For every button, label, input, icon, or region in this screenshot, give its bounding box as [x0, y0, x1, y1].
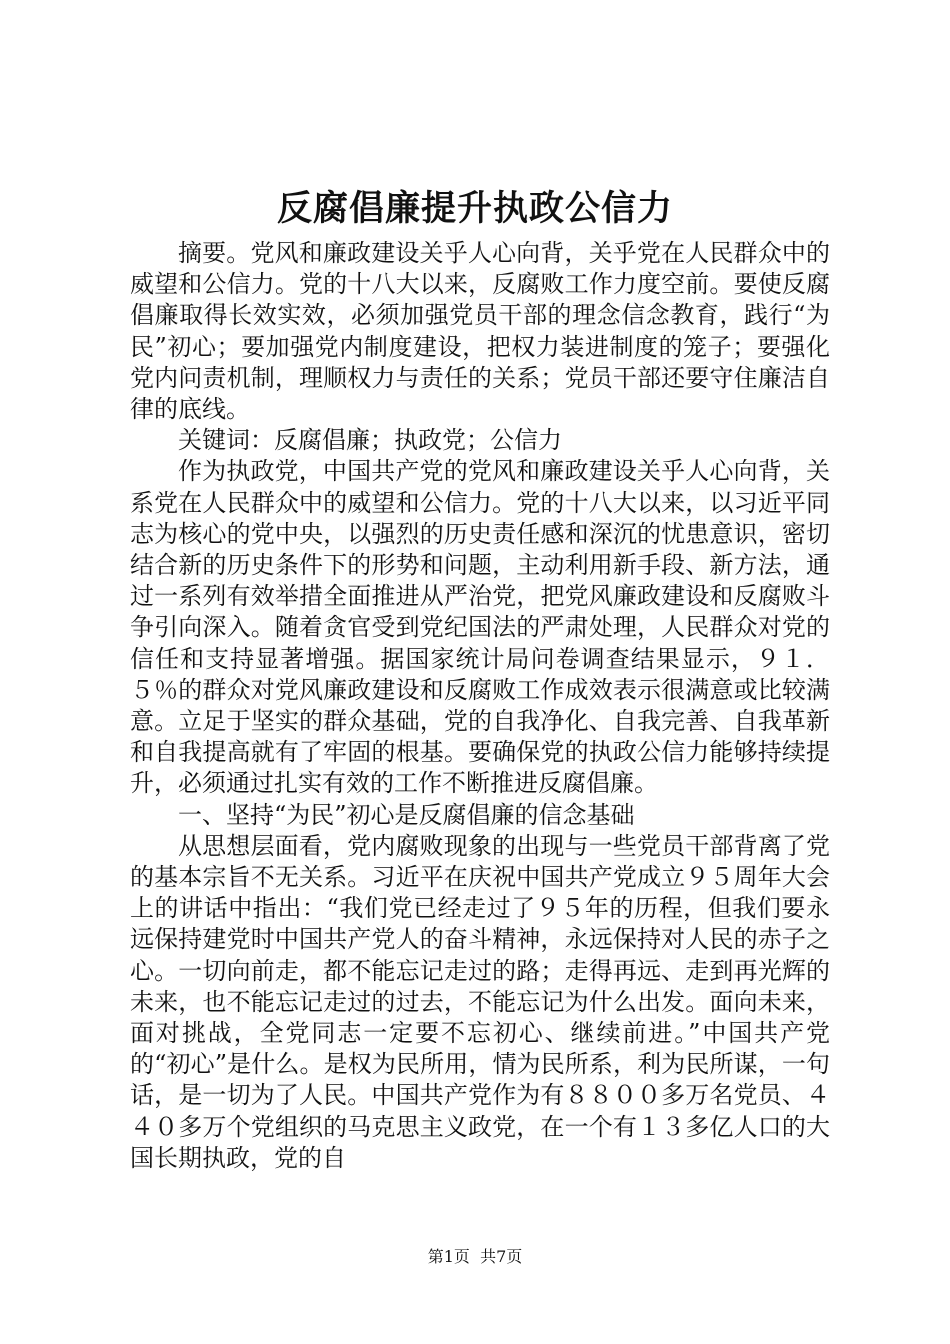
document-body — [130, 238, 830, 1174]
page-footer: 第1页 共7页 — [427, 1247, 523, 1266]
section-heading: 一、坚持“为民”初心是反腐倡廉的信念基础 — [178, 800, 635, 829]
intro-paragraph: 作为执政党，中国共产党的党风和廉政建设关乎人心向背，关系党在人民群众中的威望和公信力。党的十八大以来，以习近平同志为核心的党中央，以强烈的历史责任感和深沉的忧患意识，密切结合新的历史条件下的形势和问题，主动利用新手段、新方法，通过一系列有效举措全面推进从严治党，把党风廉政建设和反腐败斗争引向深入。随着贪官受到党纪国法的严肃处理，人民群众对党的信任和支持显著增强。据国家统计局问卷调查结果显示，９１．５％的群众对党风廉政建设和反腐败工作成效表示很满意或比较满意。立足于坚实的群众基础，党的自我净化、自我完善、自我革新和自我提高就有了牢固的根基。要确保党的执政公信力能够持续提升，必须通过扎实有效的工作不断推进反腐倡廉。 — [130, 457, 830, 798]
document-title: 反腐倡廉提升执政公信力 — [276, 188, 673, 229]
section-paragraph: 从思想层面看，党内腐败现象的出现与一些党员干部背离了党的基本宗旨不无关系。习近平在庆祝中国共产党成立９５周年大会上的讲话中指出：“我们党已经走过了９５年的历程，但我们要永远保持建党时中国共产党人的奋斗精神，永远保持对人民的赤子之心。一切向前走，都不能忘记走过的路；走得再远、走到再光辉的未来，也不能忘记走过的过去，不能忘记为什么出发。面向未来，面对挑战，全党同志一定要不忘初心、继续前进。”中国共产党的“初心”是什么。是权为民所用，情为民所系，利为民所谋，一句话，是一切为了人民。中国共产党作为有８８００多万名党员、４４０多万个党组织的马克思主义政党，在一个有１３多亿人口的大国长期执政，党的自 — [130, 831, 830, 1172]
keywords-paragraph: 关键词：反腐倡廉；执政党；公信力 — [178, 426, 562, 455]
abstract-paragraph: 摘要。党风和廉政建设关乎人心向背，关乎党在人民群众中的威望和公信力。党的十八大以来，反腐败工作力度空前。要使反腐倡廉取得长效实效，必须加强党员干部的理念信念教育，践行“为民”初心；要加强党内制度建设，把权力装进制度的笼子；要强化党内问责机制，理顺权力与责任的关系；党员干部还要守住廉洁自律的底线。 — [130, 239, 830, 424]
